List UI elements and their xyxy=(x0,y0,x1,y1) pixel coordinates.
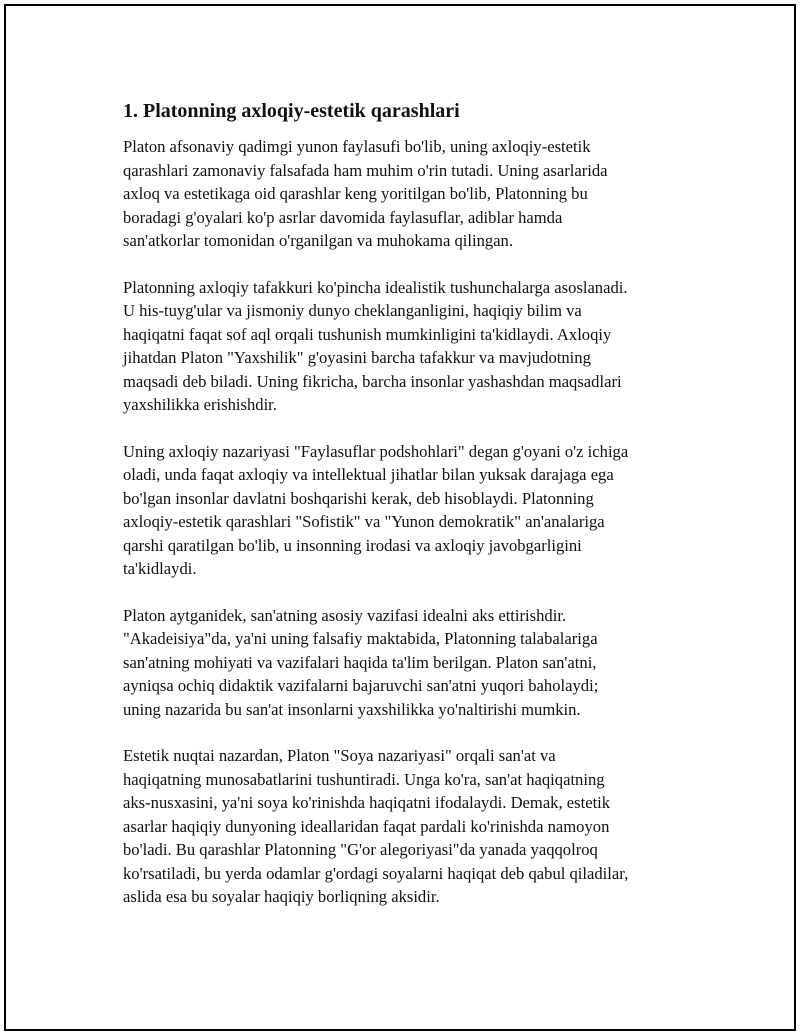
paragraph-1: Platon afsonaviy qadimgi yunon faylasufi bo'lib, uning axloqiy-estetik qarashlari zamonaviy falsafada ham muhim o'rin tutadi. Uning asarlarida axloq va estetikaga oid qarashlar keng yoritilgan bo'lib, Platonning bu boradagi g'oyalari ko'p asrlar davomida faylasuflar, adiblar hamda san'atkorlar tomonidan o'rganilgan va muhokama qilingan. xyxy=(123,137,608,250)
section-heading: 1. Platonning axloqiy-estetik qarashlari xyxy=(123,100,460,122)
paragraph-2: Platonning axloqiy tafakkuri ko'pincha idealistik tushunchalarga asoslanadi. U his-tuyg'ular va jismoniy dunyo cheklanganligini, haqiqiy bilim va haqiqatni faqat sof aql orqali tushunish mumkinligini ta'kidlaydi. Axloqiy jihatdan Platon "Yaxshilik" g'oyasini barcha tafakkur va mavjudotning maqsadi deb biladi. Uning fikricha, barcha insonlar yashashdan maqsadlari yaxshilikka erishishdir. xyxy=(123,277,628,414)
page-frame xyxy=(4,4,796,1031)
document-body xyxy=(121,98,691,932)
paragraph-5: Estetik nuqtai nazardan, Platon "Soya nazariyasi" orqali san'at va haqiqatning munosabatlarini tushuntiradi. Unga ko'ra, san'at haqiqatning aks-nusxasini, ya'ni soya ko'rinishda haqiqatni ifodalaydi. Demak, estetik asarlar haqiqiy dunyoning ideallaridan faqat pardali ko'rinishda namoyon bo'ladi. Bu qarashlar Platonning "G'or alegoriyasi"da yanada yaqqolroq ko'rsatiladi, bu yerda odamlar g'ordagi soyalarni haqiqat deb qabul qiladilar, aslida esa bu soyalar haqiqiy borliqning aksidir. xyxy=(123,746,629,906)
paragraph-3: Uning axloqiy nazariyasi "Faylasuflar podshohlari" degan g'oyani o'z ichiga oladi, unda faqat axloqiy va intellektual jihatlar bilan yuksak darajaga ega bo'lgan insonlar davlatni boshqarishi kerak, deb hisoblaydi. Platonning axloqiy-estetik qarashlari "Sofistik" va "Yunon demokratik" an'analariga qarshi qaratilgan bo'lib, u insonning irodasi va axloqiy javobgarligini ta'kidlaydi. xyxy=(123,441,629,578)
paragraph-4: Platon aytganidek, san'atning asosiy vazifasi idealni aks ettirishdir. "Akadeisiya"da, ya'ni uning falsafiy maktabida, Platonning talabalariga san'atning mohiyati va vazifalari haqida ta'lim berilgan. Platon san'atni, ayniqsa ochiq didaktik vazifalarni bajaruvchi san'atni yuqori baholaydi; uning nazarida bu san'at insonlarni yaxshilikka yo'naltirishi mumkin. xyxy=(123,605,599,719)
